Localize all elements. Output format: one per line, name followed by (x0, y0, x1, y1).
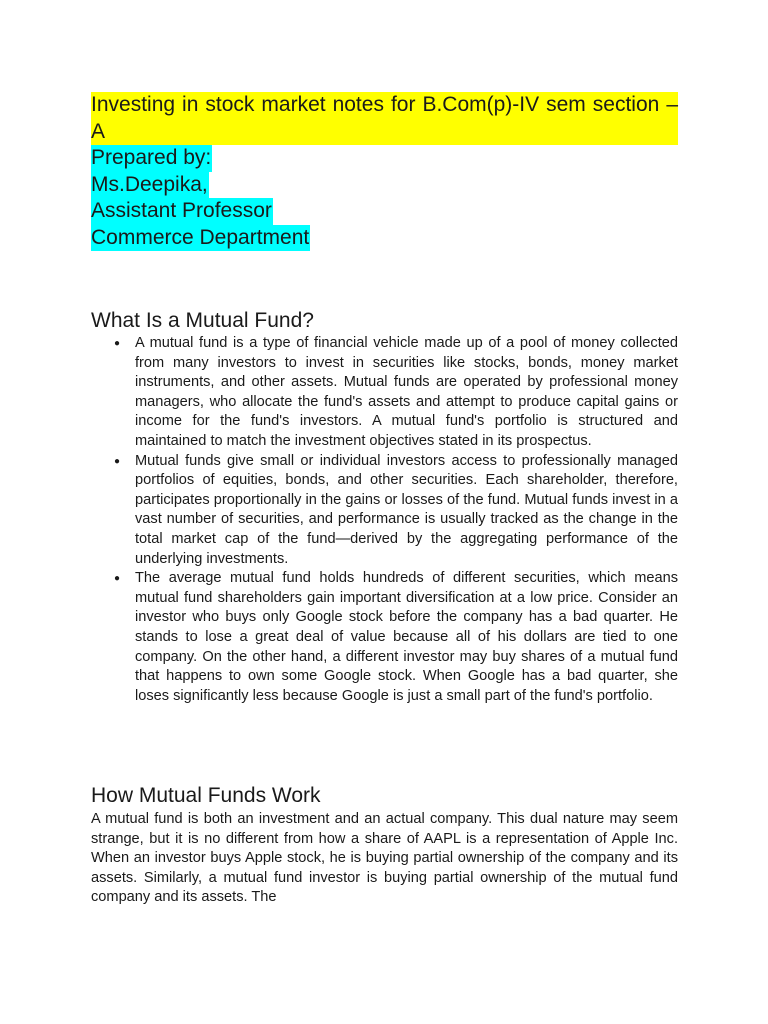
bullet-dot-icon: ● (114, 455, 121, 467)
heading-how-mutual-funds-work: How Mutual Funds Work (91, 784, 321, 807)
document-title: Investing in stock market notes for B.Com(p)-IV sem section –A (91, 92, 678, 145)
how-mutual-funds-work-paragraph: A mutual fund is both an investment and an actual company. This dual nature may seem strange, but it is no different from how a share of AAPL is a representation of Apple Inc. When an investor buys Apple stock, he is buying partial ownership of the company and its assets. Similarly, a mutual fund investor is buying partial ownership of the mutual fund company and its assets. The (91, 811, 678, 906)
author-department: Commerce Department (91, 225, 310, 252)
mutual-fund-bullet-list (91, 334, 678, 706)
title-block (91, 92, 678, 251)
bullet-dot-icon: ● (114, 573, 121, 585)
list-item-text: The average mutual fund holds hundreds of different securities, which means mutual fund shareholders gain important diversification at a low price. Consider an investor who buys only Google stock before the company has a bad quarter. He stands to lose a great deal of value because all of his dollars are tied to one company. On the other hand, a different investor may buy shares of a mutual fund that happens to own some Google stock. When Google has a bad quarter, she loses significantly less because Google is just a small part of the fund's portfolio. (135, 570, 678, 704)
prepared-by-label: Prepared by: (91, 145, 212, 172)
list-item-text: Mutual funds give small or individual investors access to professionally managed portfolios of equities, bonds, and other securities. Each shareholder, therefore, participates proportionally in the gains or losses of the fund. Mutual funds invest in a vast number of securities, and performance is usually tracked as the change in the total market cap of the fund—derived by the aggregating performance of the underlying investments. (135, 452, 678, 567)
list-item (91, 452, 678, 570)
author-role: Assistant Professor (91, 198, 273, 225)
bullet-dot-icon: ● (114, 338, 121, 349)
list-item-text: A mutual fund is a type of financial vehicle made up of a pool of money collected from many investors to invest in securities like stocks, bonds, money market instruments, and other assets. Mutual funds are operated by professional money managers, who allocate the fund's assets and attempt to produce capital gains or income for the fund's investors. A mutual fund's portfolio is structured and maintained to match the investment objectives stated in its prospectus. (135, 335, 678, 449)
list-item (91, 334, 678, 452)
heading-what-is-mutual-fund: What Is a Mutual Fund? (91, 309, 314, 332)
author-name: Ms.Deepika, (91, 172, 209, 199)
list-item (91, 569, 678, 706)
